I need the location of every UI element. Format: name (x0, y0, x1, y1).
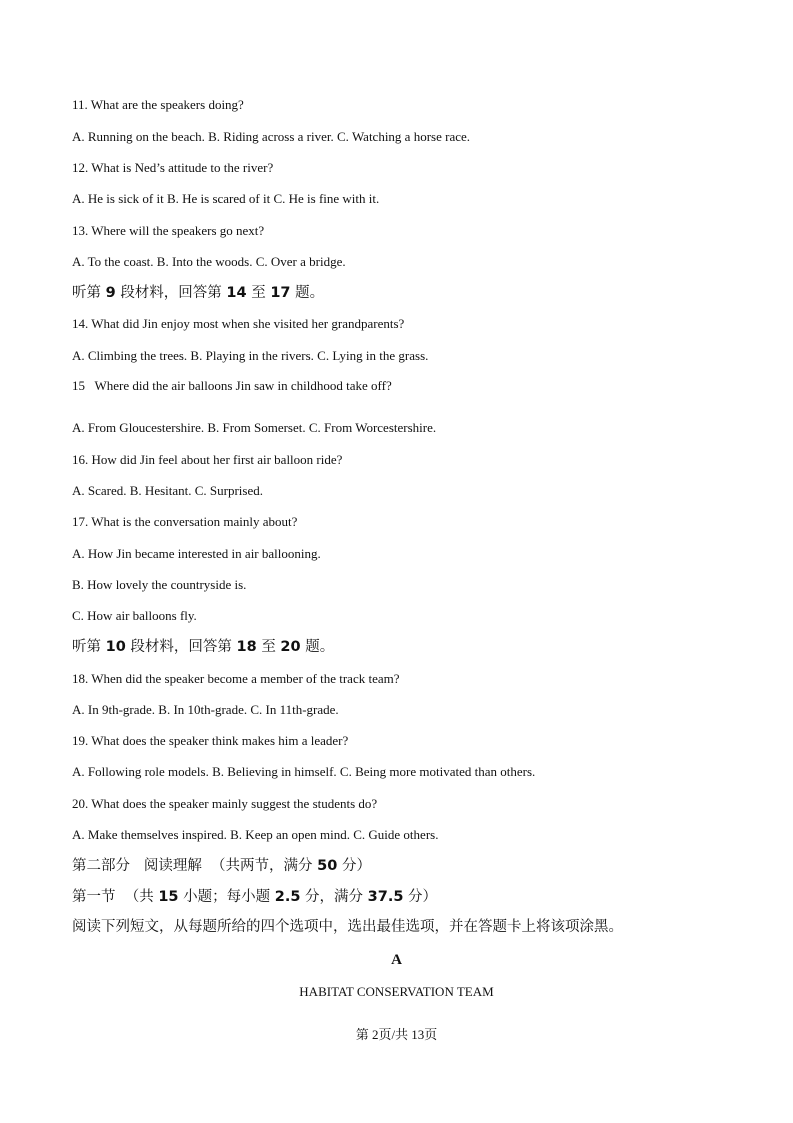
question-18: 18. When did the speaker become a member of the track team? (72, 671, 400, 686)
question-15-options: A. From Gloucestershire. B. From Somerset. C. From Worcestershire. (72, 420, 437, 435)
question-20: 20. What does the speaker mainly suggest the students do? (72, 796, 378, 811)
section-9-heading: 听第 9 段材料，回答第 14 至 17 题。 (72, 285, 325, 301)
reading-instruction: 阅读下列短文，从每题所给的四个选项中，选出最佳选项，并在答题卡上将该项涂黑。 (72, 919, 623, 935)
question-13-options: A. To the coast. B. Into the woods. C. Over a bridge. (72, 254, 346, 269)
question-20-options: A. Make themselves inspired. B. Keep an open mind. C. Guide others. (72, 827, 439, 842)
question-13: 13. Where will the speakers go next? (72, 223, 265, 238)
question-17: 17. What is the conversation mainly about? (72, 514, 298, 529)
question-14-options: A. Climbing the trees. B. Playing in the rivers. C. Lying in the grass. (72, 348, 429, 363)
question-11-options: A. Running on the beach. B. Riding across a river. C. Watching a horse race. (72, 129, 471, 144)
section-10-heading: 听第 10 段材料，回答第 18 至 20 题。 (72, 639, 335, 655)
section-1-heading: 第一节 （共 15 小题；每小题 2.5 分，满分 37.5 分） (72, 889, 438, 905)
question-15: 15 Where did the air balloons Jin saw in childhood take off? (72, 378, 392, 393)
question-16-options: A. Scared. B. Hesitant. C. Surprised. (72, 483, 264, 498)
question-12: 12. What is Ned’s attitude to the river? (72, 160, 274, 175)
question-19-options: A. Following role models. B. Believing in himself. C. Being more motivated than others. (72, 764, 536, 779)
part-2-heading: 第二部分 阅读理解 （共两节，满分 50 分） (72, 858, 371, 874)
passage-title: HABITAT CONSERVATION TEAM (299, 984, 494, 999)
question-18-options: A. In 9th-grade. B. In 10th-grade. C. In 11th-grade. (72, 702, 339, 717)
passage-letter: A (391, 952, 402, 968)
question-11: 11. What are the speakers doing? (72, 97, 244, 112)
question-19: 19. What does the speaker think makes him a leader? (72, 733, 349, 748)
question-17-option-a: A. How Jin became interested in air ballooning. (72, 546, 321, 561)
question-12-options: A. He is sick of it B. He is scared of it C. He is fine with it. (72, 191, 380, 206)
question-14: 14. What did Jin enjoy most when she visited her grandparents? (72, 316, 405, 331)
question-17-option-c: C. How air balloons fly. (72, 608, 197, 623)
page-footer: 第 2页/共 13页 (355, 1027, 438, 1042)
question-16: 16. How did Jin feel about her first air balloon ride? (72, 452, 343, 467)
question-17-option-b: B. How lovely the countryside is. (72, 577, 247, 592)
